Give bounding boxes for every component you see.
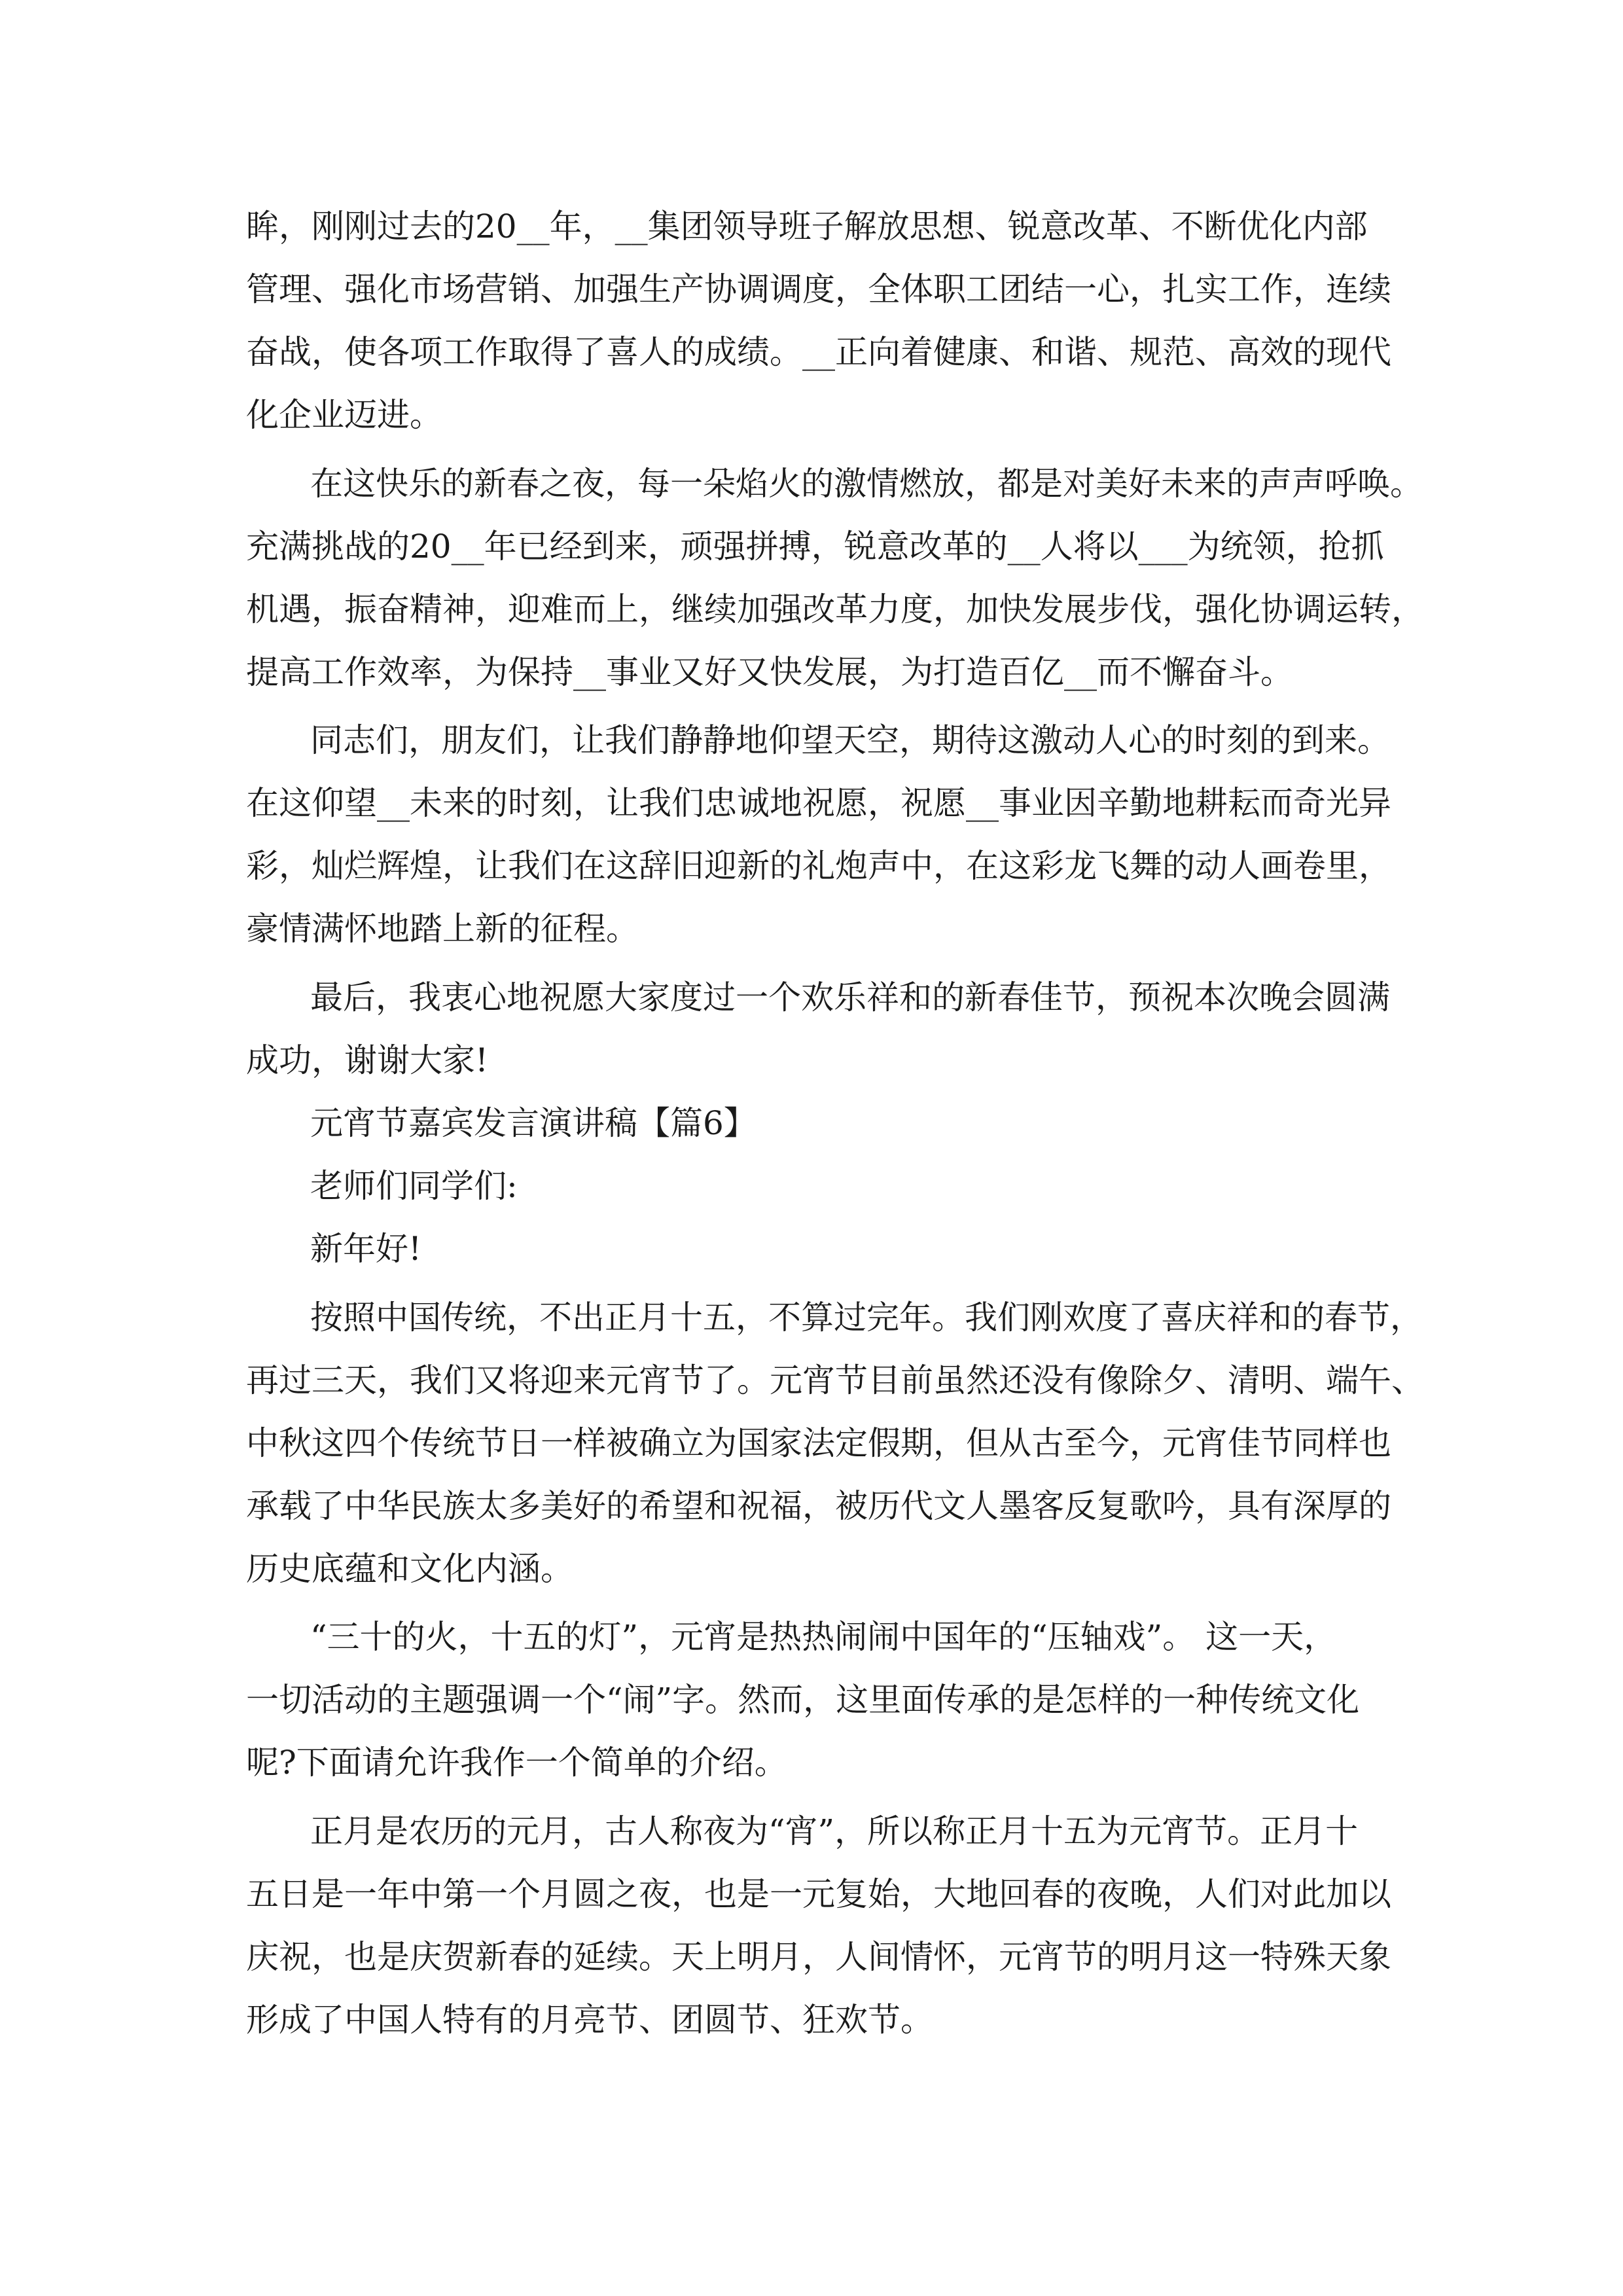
paragraph-first-line: 最后，我衷心地祝愿大家度过一个欢乐祥和的新春佳节，预祝本次晚会圆满 — [310, 978, 1390, 1016]
text-line: 呢?下面请允许我作一个简单的介绍。 — [246, 1744, 787, 1782]
section-heading: 元宵节嘉宾发言演讲稿【篇6】 — [310, 1104, 757, 1142]
text-line: 管理、强化市场营销、加强生产协调调度，全体职工团结一心，扎实工作，连续 — [246, 270, 1391, 308]
text-line: 充满挑战的20__年已经到来，顽强拼搏，锐意改革的__人将以___为统领，抢抓 — [246, 528, 1384, 565]
text-line: 再过三天，我们又将迎来元宵节了。元宵节目前虽然还没有像除夕、清明、端午、 — [246, 1361, 1424, 1399]
text-line: 彩，灿烂辉煌，让我们在这辞旧迎新的礼炮声中，在这彩龙飞舞的动人画卷里， — [246, 847, 1391, 885]
text-line: 一切活动的主题强调一个“闹”字。然而，这里面传承的是怎样的一种传统文化 — [246, 1681, 1360, 1719]
text-line: 承载了中华民族太多美好的希望和祝福，被历代文人墨客反复歌吟，具有深厚的 — [246, 1487, 1391, 1525]
text-line: 在这仰望__未来的时刻，让我们忠诚地祝愿，祝愿__事业因辛勤地耕耘而奇光异 — [246, 784, 1391, 822]
paragraph-first-line: 按照中国传统，不出正月十五，不算过完年。我们刚欢度了喜庆祥和的春节， — [310, 1299, 1423, 1336]
text-line: 形成了中国人特有的月亮节、团圆节、狂欢节。 — [246, 2001, 933, 2039]
text-line: 机遇，振奋精神，迎难而上，继续加强改革力度，加快发展步伐，强化协调运转， — [246, 590, 1424, 628]
paragraph-first-line: “三十的火，十五的灯”，元宵是热热闹闹中国年的“压轴戏”。 这一天， — [310, 1618, 1337, 1656]
text-line: 眸，刚刚过去的20__年，__集团领导班子解放思想、锐意改革、不断优化内部 — [246, 207, 1368, 245]
text-line: 化企业迈进。 — [246, 396, 442, 434]
text-line: 豪情满怀地踏上新的征程。 — [246, 910, 639, 948]
text-line: 庆祝，也是庆贺新春的延续。天上明月，人间情怀，元宵节的明月这一特殊天象 — [246, 1938, 1391, 1976]
paragraph-first-line: 正月是农历的元月，古人称夜为“宵”，所以称正月十五为元宵节。正月十 — [310, 1812, 1359, 1850]
text-line: 历史底蕴和文化内涵。 — [246, 1550, 573, 1588]
text-line: 中秋这四个传统节日一样被确立为国家法定假期，但从古至今，元宵佳节同样也 — [246, 1424, 1391, 1462]
text-line: 成功，谢谢大家! — [246, 1041, 489, 1079]
paragraph-first-line: 同志们，朋友们，让我们静静地仰望天空，期待这激动人心的时刻的到来。 — [310, 721, 1390, 759]
text-line: 提高工作效率，为保持__事业又好又快发展，为打造百亿__而不懈奋斗。 — [246, 653, 1293, 691]
text-line: 五日是一年中第一个月圆之夜，也是一元复始，大地回春的夜晚，人们对此加以 — [246, 1875, 1391, 1913]
paragraph-first-line: 在这快乐的新春之夜，每一朵焰火的激情燃放，都是对美好未来的声声呼唤。 — [310, 465, 1423, 503]
salutation: 老师们同学们: — [310, 1167, 518, 1205]
text-line: 奋战，使各项工作取得了喜人的成绩。__正向着健康、和谐、规范、高效的现代 — [246, 333, 1391, 371]
greeting: 新年好! — [310, 1230, 422, 1268]
